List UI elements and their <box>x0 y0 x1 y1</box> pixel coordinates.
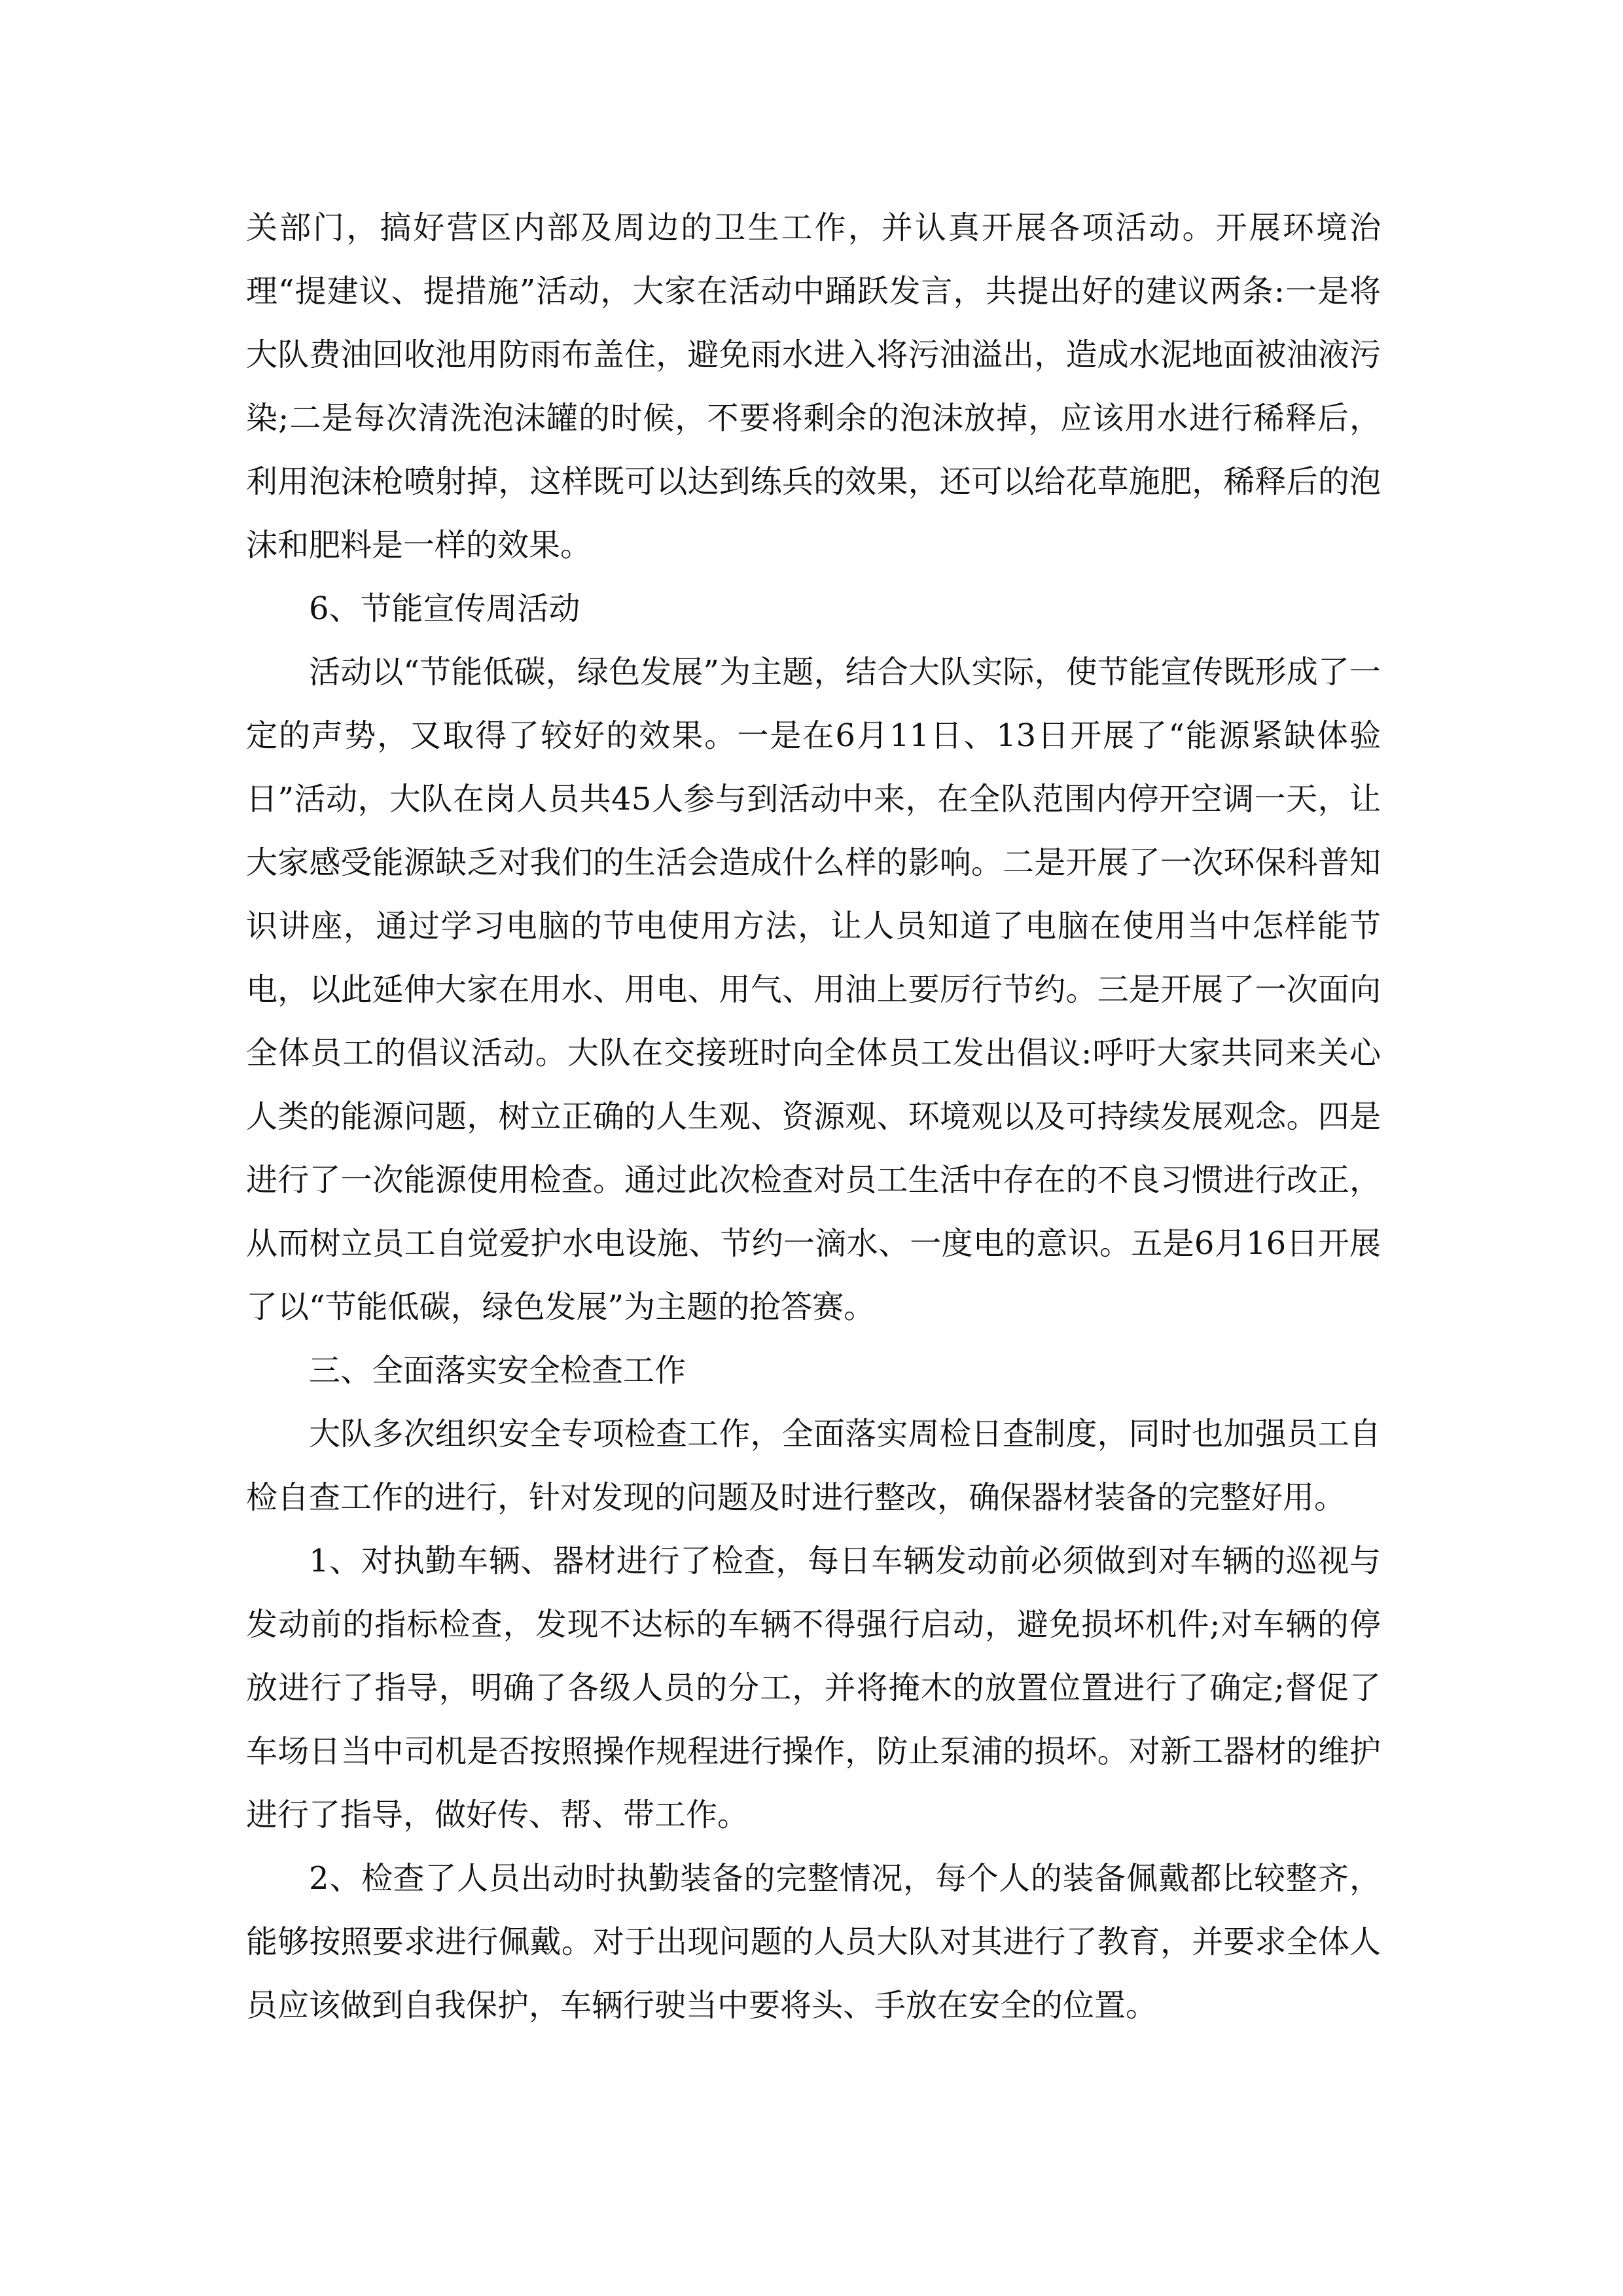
paragraph-equipment-inspection: 2、检查了人员出动时执勤装备的完整情况，每个人的装备佩戴都比较整齐，能够按照要求进行佩戴。对于出现问题的人员大队对其进行了教育，并要求全体人员应该做到自我保护，车辆行驶当中要将头、手放在安全的位置。 <box>246 1860 1381 2024</box>
heading-safety-inspection: 三、全面落实安全检查工作 <box>309 1352 687 1389</box>
paragraph-energy-week: 活动以“节能低碳，绿色发展”为主题，结合大队实际，使节能宣传既形成了一定的声势，又取得了较好的效果。一是在6月11日、13日开展了“能源紧缺体验日”活动，大队在岗人员共45人参与到活动中来，在全队范围内停开空调一天，让大家感受能源缺乏对我们的生活会造成什么样的影响。二是开展了一次环保科普知识讲座，通过学习电脑的节电使用方法，让人员知道了电脑在使用当中怎样能节电，以此延伸大家在用水、用电、用气、用油上要厉行节约。三是开展了一次面向全体员工的倡议活动。大队在交接班时向全体员工发出倡议:呼吁大家共同来关心人类的能源问题，树立正确的人生观、资源观、环境观以及可持续发展观念。四是进行了一次能源使用检查。通过此次检查对员工生活中存在的不良习惯进行改正，从而树立员工自觉爱护水电设施、节约一滴水、一度电的意识。五是6月16日开展了以“节能低碳，绿色发展”为主题的抢答赛。 <box>246 654 1381 1325</box>
heading-energy-week: 6、节能宣传周活动 <box>309 590 580 627</box>
document-body <box>246 196 1381 2037</box>
paragraph-safety-intro: 大队多次组织安全专项检查工作，全面落实周检日查制度，同时也加强员工自检自查工作的进行，针对发现的问题及时进行整改，确保器材装备的完整好用。 <box>246 1416 1381 1516</box>
paragraph-environment-continued: 关部门，搞好营区内部及周边的卫生工作，并认真开展各项活动。开展环境治理“提建议、提措施”活动，大家在活动中踊跃发言，共提出好的建议两条:一是将大队费油回收池用防雨布盖住，避免雨水进入将污油溢出，造成水泥地面被油液污染;二是每次清洗泡沫罐的时候，不要将剩余的泡沫放掉，应该用水进行稀释后，利用泡沫枪喷射掉，这样既可以达到练兵的效果，还可以给花草施肥，稀释后的泡沫和肥料是一样的效果。 <box>246 209 1381 564</box>
paragraph-vehicle-inspection: 1、对执勤车辆、器材进行了检查，每日车辆发动前必须做到对车辆的巡视与发动前的指标检查，发现不达标的车辆不得强行启动，避免损坏机件;对车辆的停放进行了指导，明确了各级人员的分工，并将掩木的放置位置进行了确定;督促了车场日当中司机是否按照操作规程进行操作，防止泵浦的损坏。对新工器材的维护进行了指导，做好传、帮、带工作。 <box>246 1543 1381 1833</box>
